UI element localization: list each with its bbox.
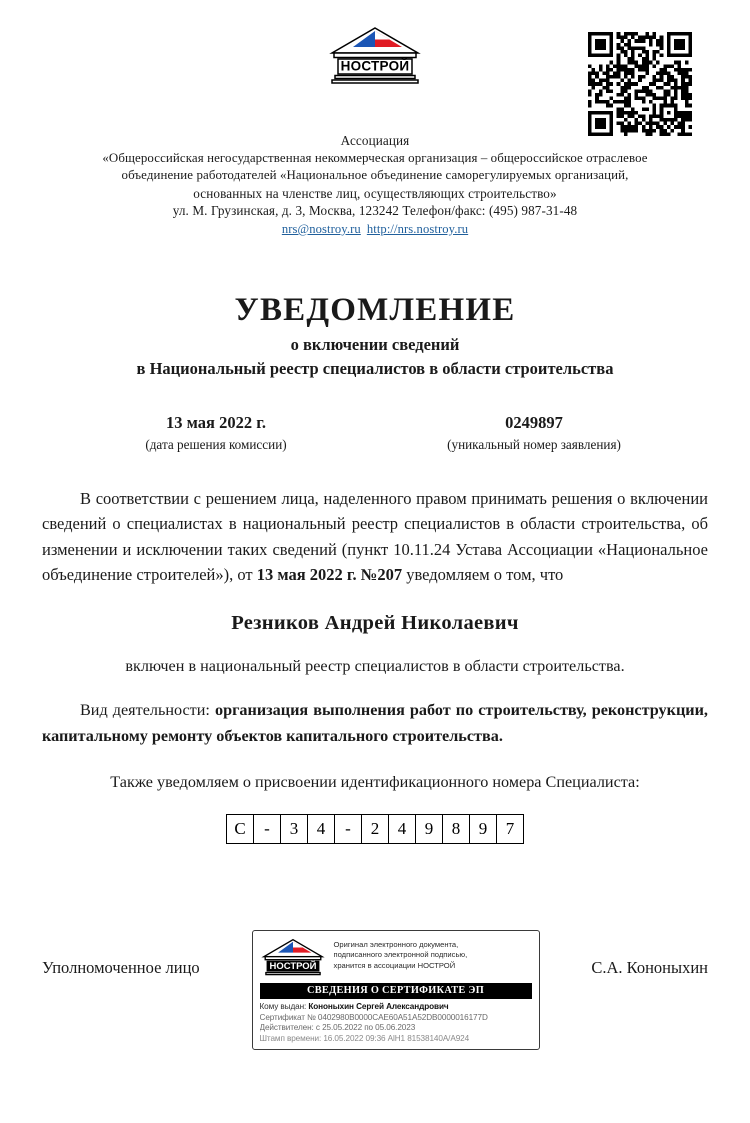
activity-label: Вид деятельности: [80,700,215,719]
org-line-2: «Общероссийская негосударственная некоммерческая организация – общероссийское отраслевое [102,150,648,165]
stamp-issued-to-label: Кому выдан: [259,1002,309,1011]
org-line-1: Ассоциация [340,133,410,148]
page-subtitle-2: в Национальный реестр специалистов в области строительства [136,358,614,378]
identification-cell: 4 [308,815,335,843]
identification-cell: 8 [443,815,470,843]
document-header [42,0,708,112]
stamp-certificate-line: Сертификат № 0402980B0000CAE60A51A52DB0000016177D [259,1012,488,1022]
stamp-timestamp-line: Штамп времени: 16.05.2022 09:36 AlH1 81538140A/A924 [259,1033,470,1043]
signatory-name: С.А. Кононыхин [591,958,708,977]
identification-cell: 3 [281,815,308,843]
identification-number-row [42,814,708,844]
nostroy-logo [327,24,423,86]
nostroy-logo-icon [327,24,423,86]
stamp-nostroy-logo-icon [260,937,326,979]
electronic-signature-stamp [252,930,540,1050]
identification-cell: 9 [470,815,497,843]
identification-cell: С [227,815,254,843]
identification-intro: Также уведомляем о присвоении идентификационного номера Специалиста: [110,773,640,792]
email-link[interactable]: nrs@nostroy.ru [281,221,361,236]
website-link[interactable]: http://nrs.nostroy.ru [366,221,469,236]
org-line-4: основанных на членстве лиц, осуществляющих строительство» [193,185,557,201]
stamp-validity-line: Действителен: с 25.05.2022 по 05.06.2023 [259,1023,416,1033]
stamp-header [260,937,532,979]
identification-cell: 9 [416,815,443,843]
identification-cell: - [254,815,281,843]
qr-code [588,32,692,136]
stamp-nostroy-logo [260,937,326,979]
document-meta-row [42,413,708,453]
specialist-name: Резников Андрей Николаевич [231,611,519,634]
main-paragraph-part2: уведомляем о том, что [402,565,564,585]
main-paragraph-part1: В соответствии с решением лица, наделенного правом принимать решения о включении сведений о специалистах в национальный реестр специалистов в области строительства, об изменении и исключении таких сведений (пункт 10.11.24 Устава Ассоциации «Национальное объединение строителей»), от [42,488,708,585]
identification-cell: 7 [505,819,515,839]
application-number-caption: (уникальный номер заявления) [447,436,621,452]
inclusion-statement: включен в национальный реестр специалистов в области строительства. [125,656,625,675]
stamp-legend-line-1: Оригинал электронного документа, [333,940,459,949]
activity-paragraph [42,698,708,749]
page-subtitle-1: о включении сведений [290,334,460,354]
org-address-line: ул. М. Грузинская, д. 3, Москва, 123242 Телефон/факс: (495) 987-31-48 [172,203,578,219]
org-contact-links [42,221,708,239]
organization-block [42,132,708,239]
signature-row [42,930,708,1050]
application-number-value: 0249897 [505,412,563,432]
identification-cell: 2 [362,815,389,843]
signature-label: Уполномоченное лицо [42,958,200,977]
main-paragraph [42,486,708,588]
stamp-legend-line-3: хранится в ассоциации НОСТРОЙ [333,960,456,970]
stamp-band-title: СВЕДЕНИЯ О СЕРТИФИКАТЕ ЭП [260,983,532,999]
qr-code-image [588,32,692,136]
application-number-block [384,413,684,453]
stamp-legend [334,937,468,971]
org-line-3: объединение работодателей «Национальное объединение саморегулируемых организаций, [121,168,629,183]
stamp-certificate-details [260,1002,532,1044]
identification-cell: - [335,815,362,843]
activity-value: организация выполнения работ по строительству, реконструкции, капитальному ремонту объектов капитального строительства. [42,700,708,745]
svg-text:НОСТРОЙ: НОСТРОЙ [269,961,316,973]
decision-date-value: 13 мая 2022 г. [166,412,266,432]
decision-date-block [66,413,366,453]
stamp-legend-line-2: подписанного электронной подписью, [333,950,468,960]
identification-number-table [226,814,524,844]
stamp-issued-to-line [260,1002,532,1013]
title-area [42,291,708,379]
svg-text:НОСТРОЙ: НОСТРОЙ [340,58,410,74]
identification-cell: 4 [389,815,416,843]
stamp-issued-to-value: Кононыхин Сергей Александрович [308,1002,449,1011]
main-paragraph-decision-ref: 13 мая 2022 г. №207 [256,565,403,585]
page-title: УВЕДОМЛЕНИЕ [234,291,516,328]
decision-date-caption: (дата решения комиссии) [145,436,287,452]
